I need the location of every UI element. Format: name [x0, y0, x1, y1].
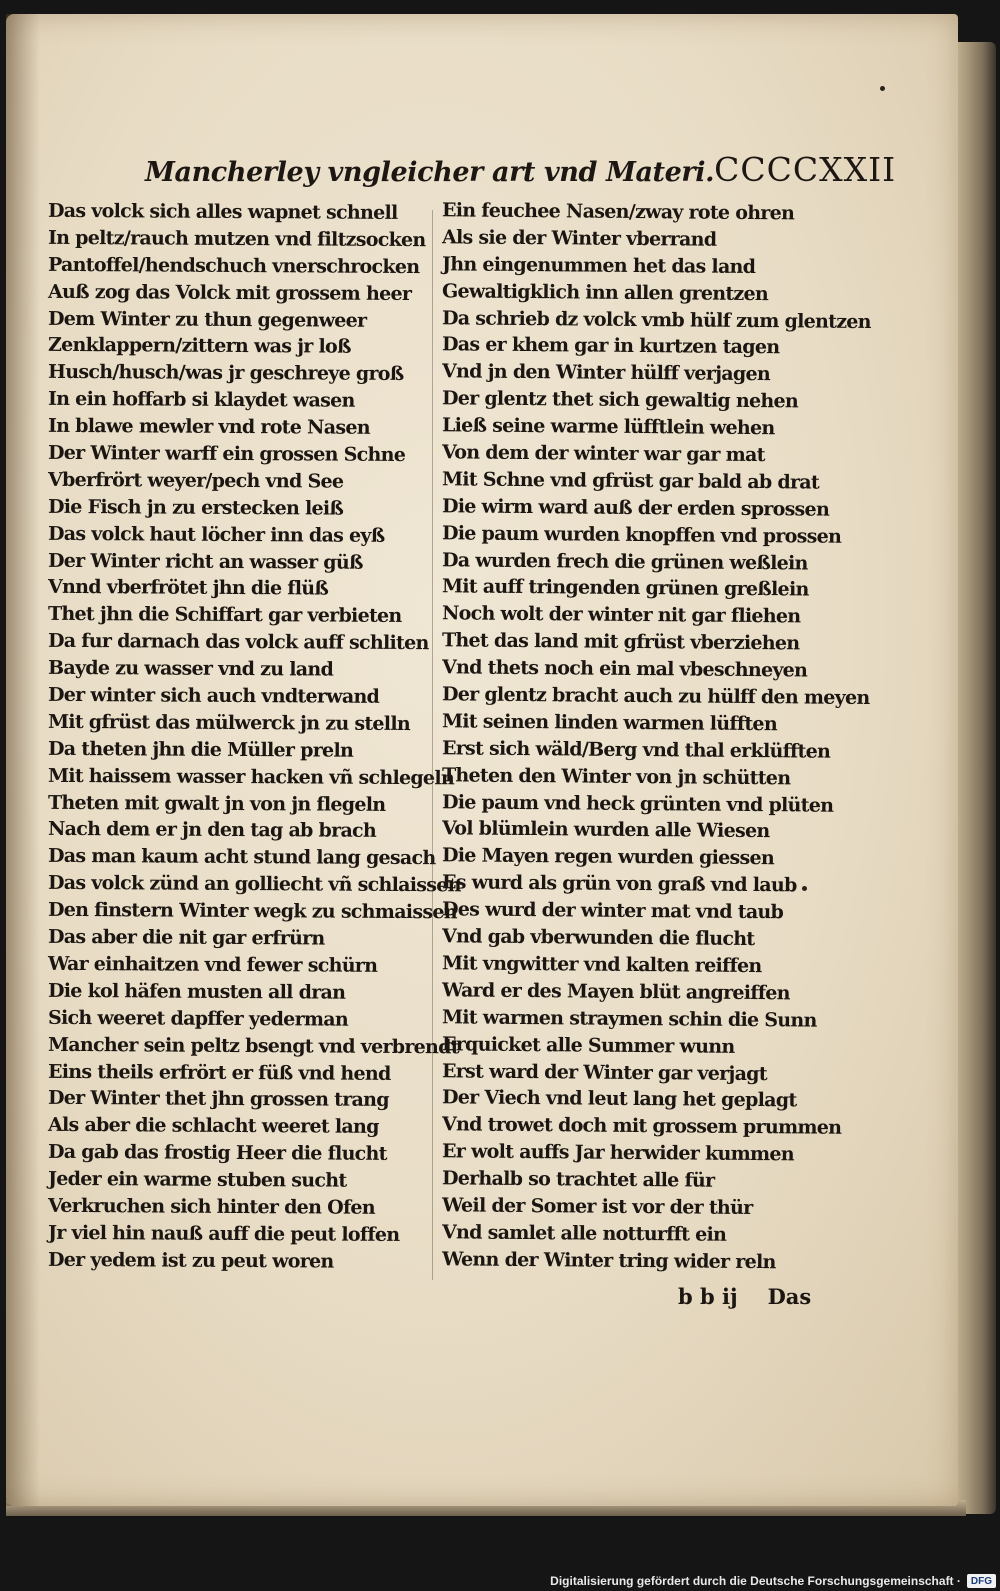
verse-line-left: Mit haissem wasser hacken vñ schlegeln — [47, 764, 455, 790]
verse-line-left: Husch/husch/was jr geschreye groß — [47, 361, 404, 386]
running-title: Mancherley vngleicher art vnd Materi. — [145, 157, 715, 188]
verse-line-left: Pantoffel/hendschuch vnerschrocken — [47, 253, 420, 278]
verse-line-left: Jr viel hin nauß auff die peut loffen — [47, 1221, 400, 1246]
verse-line-right: Mit warmen straymen schin die Sunn — [441, 1006, 817, 1032]
verse-line-left: In peltz/rauch mutzen vnd filtzsocken — [47, 226, 426, 252]
verse-line-left: Nach dem er jn den tag ab brach — [47, 818, 377, 843]
verse-line-left: Der Winter richt an wasser güß — [47, 549, 363, 574]
verse-line-right: Wenn der Winter tring wider reln — [441, 1248, 776, 1273]
verse-line-right: Mit seinen linden warmen lüfften — [441, 710, 778, 736]
folio-number: CCCCXXII — [714, 150, 897, 189]
verse-line-left: Jeder ein warme stuben sucht — [47, 1167, 347, 1192]
verse-line-left: In ein hoffarb si klaydet wasen — [47, 388, 355, 412]
verse-line-right: Vol blümlein wurden alle Wiesen — [441, 817, 770, 843]
verse-line-right: Mit auff tringenden grünen greßlein — [441, 575, 809, 601]
page-edges-right — [952, 42, 996, 1514]
dfg-logo[interactable]: DFG — [967, 1574, 996, 1588]
verse-line-right: Es wurd als grün von graß vnd laub — [441, 871, 797, 897]
verse-line-left: Da gab das frostig Heer die flucht — [47, 1141, 387, 1166]
ink-speck — [802, 886, 807, 891]
verse-line-left: Eins theils erfrört er füß vnd hend — [47, 1060, 391, 1085]
verse-line-left: Thet jhn die Schiffart gar verbieten — [47, 603, 402, 628]
verse-line-left: Vberfrört weyer/pech vnd See — [47, 468, 344, 493]
verse-line-right: Da wurden frech die grünen weßlein — [441, 548, 808, 575]
gutter-shadow — [6, 14, 40, 1506]
verse-line-right: Ließ seine warme lüfftlein wehen — [441, 414, 775, 440]
verse-line-right: Er wolt auffs Jar herwider kummen — [441, 1140, 795, 1166]
verse-line-right: Erquicket alle Summer wunn — [441, 1032, 735, 1058]
verse-line-right: Noch wolt der winter nit gar fliehen — [441, 602, 801, 628]
verse-line-left: Dem Winter zu thun gegenweer — [47, 307, 367, 332]
verse-line-left: Der Winter warff ein grossen Schne — [47, 441, 406, 467]
left-verse-column — [47, 199, 461, 1275]
verse-line-right: Des wurd der winter mat vnd taub — [441, 898, 784, 924]
verse-line-right: Als sie der Winter vberrand — [441, 226, 717, 251]
right-verse-column — [441, 199, 871, 1275]
verse-line-left: Auß zog das Volck mit grossem heer — [47, 280, 412, 305]
verse-line-right: Das er khem gar in kurtzen tagen — [441, 333, 780, 359]
verse-line-left: Das volck zünd an golliecht vñ schlaissen — [47, 872, 461, 897]
verse-line-right: Mit vngwitter vnd kalten reiffen — [441, 952, 762, 978]
verse-line-left: Da fur darnach das volck auff schliten — [47, 630, 429, 655]
verse-line-left: Zenklappern/zittern was jr loß — [47, 334, 351, 359]
verse-line-right: Weil der Somer ist vor der thür — [441, 1194, 753, 1219]
verse-line-right: Da schrieb dz volck vmb hülf zum glentzen — [441, 306, 871, 333]
verse-line-left: Mancher sein peltz bsengt vnd verbrendt — [47, 1033, 459, 1058]
verse-line-left: Die Fisch jn zu erstecken leiß — [47, 495, 344, 520]
verse-line-right: Von dem der winter war gar mat — [441, 441, 765, 467]
verse-line-right: Die Mayen regen wurden giessen — [441, 844, 775, 870]
verse-line-right: Vnd trowet doch mit grossem prummen — [441, 1113, 842, 1140]
verse-line-right: Ward er des Mayen blüt angreiffen — [441, 979, 790, 1005]
verse-line-left: Theten mit gwalt jn von jn flegeln — [47, 791, 386, 816]
verse-line-left: Als aber die schlacht weeret lang — [47, 1114, 379, 1139]
verse-line-left: Den finstern Winter wegk zu schmaissen — [47, 898, 457, 924]
verse-line-left: Sich weeret dapffer yederman — [47, 1006, 349, 1031]
verse-line-right: Mit Schne vnd gfrüst gar bald ab drat — [441, 468, 820, 494]
column-divider — [432, 210, 433, 1280]
verse-line-right: Erst sich wäld/Berg vnd thal erklüfften — [441, 737, 831, 763]
signature-line — [678, 1284, 811, 1314]
verse-line-left: Das volck sich alles wapnet schnell — [47, 199, 398, 224]
verse-line-right: Die wirm ward auß der erden sprossen — [441, 495, 830, 521]
footer-bar — [0, 1571, 1000, 1591]
verse-line-right: Der glentz bracht auch zu hülff den meyen — [441, 683, 870, 710]
verse-line-left: Der Winter thet jhn grossen trang — [47, 1087, 389, 1112]
verse-line-left: Der winter sich auch vndterwand — [47, 683, 380, 708]
verse-line-right: Jhn eingenummen het das land — [441, 253, 756, 278]
verse-line-right: Vnd samlet alle notturfft ein — [441, 1221, 727, 1246]
verse-line-left: Verkruchen sich hinter den Ofen — [47, 1194, 376, 1219]
verse-line-right: Vnd gab vberwunden die flucht — [441, 925, 755, 951]
verse-line-left: War einhaitzen vnd fewer schürn — [47, 952, 378, 977]
verse-line-left: Vnnd vberfrötet jhn die flüß — [47, 576, 329, 601]
verse-line-left: Das aber die nit gar erfrürn — [47, 925, 325, 950]
verse-line-right: Der glentz thet sich gewaltig nehen — [441, 387, 799, 413]
verse-line-left: Mit gfrüst das mülwerck jn zu stelln — [47, 710, 411, 735]
signature-mark: b b ij — [678, 1284, 738, 1309]
verse-line-right: Ein feuchee Nasen/zway rote ohren — [441, 199, 795, 225]
verse-line-left: Die kol häfen musten all dran — [47, 979, 346, 1004]
verse-line-left: Der yedem ist zu peut woren — [47, 1248, 334, 1273]
catchword: Das — [767, 1284, 812, 1309]
verse-line-right: Der Viech vnd leut lang het geplagt — [441, 1086, 797, 1112]
verse-line-left: Da theten jhn die Müller preln — [47, 737, 354, 762]
ink-speck — [880, 86, 885, 91]
verse-line-right: Theten den Winter von jn schütten — [441, 763, 791, 790]
verse-line-right: Erst ward der Winter gar verjagt — [441, 1059, 767, 1085]
verse-line-left: In blawe mewler vnd rote Nasen — [47, 414, 370, 439]
verse-line-right: Vnd jn den Winter hülff verjagen — [441, 360, 771, 386]
funding-note: Digitalisierung gefördert durch die Deutsche Forschungsgemeinschaft · — [550, 1574, 961, 1588]
verse-line-right: Die paum wurden knopffen vnd prossen — [441, 521, 842, 548]
verse-line-left: Bayde zu wasser vnd zu land — [47, 656, 334, 681]
verse-line-right: Gewaltigklich inn allen grentzen — [441, 279, 769, 305]
verse-line-right: Die paum vnd heck grünten vnd plüten — [441, 790, 834, 817]
verse-line-left: Das volck haut löcher inn das eyß — [47, 522, 385, 547]
verse-line-left: Das man kaum acht stund lang gesach — [47, 845, 436, 870]
verse-line-right: Vnd thets noch ein mal vbeschneyen — [441, 656, 808, 682]
verse-line-right: Thet das land mit gfrüst vberziehen — [441, 629, 800, 655]
verse-line-right: Derhalb so trachtet alle für — [441, 1167, 715, 1192]
